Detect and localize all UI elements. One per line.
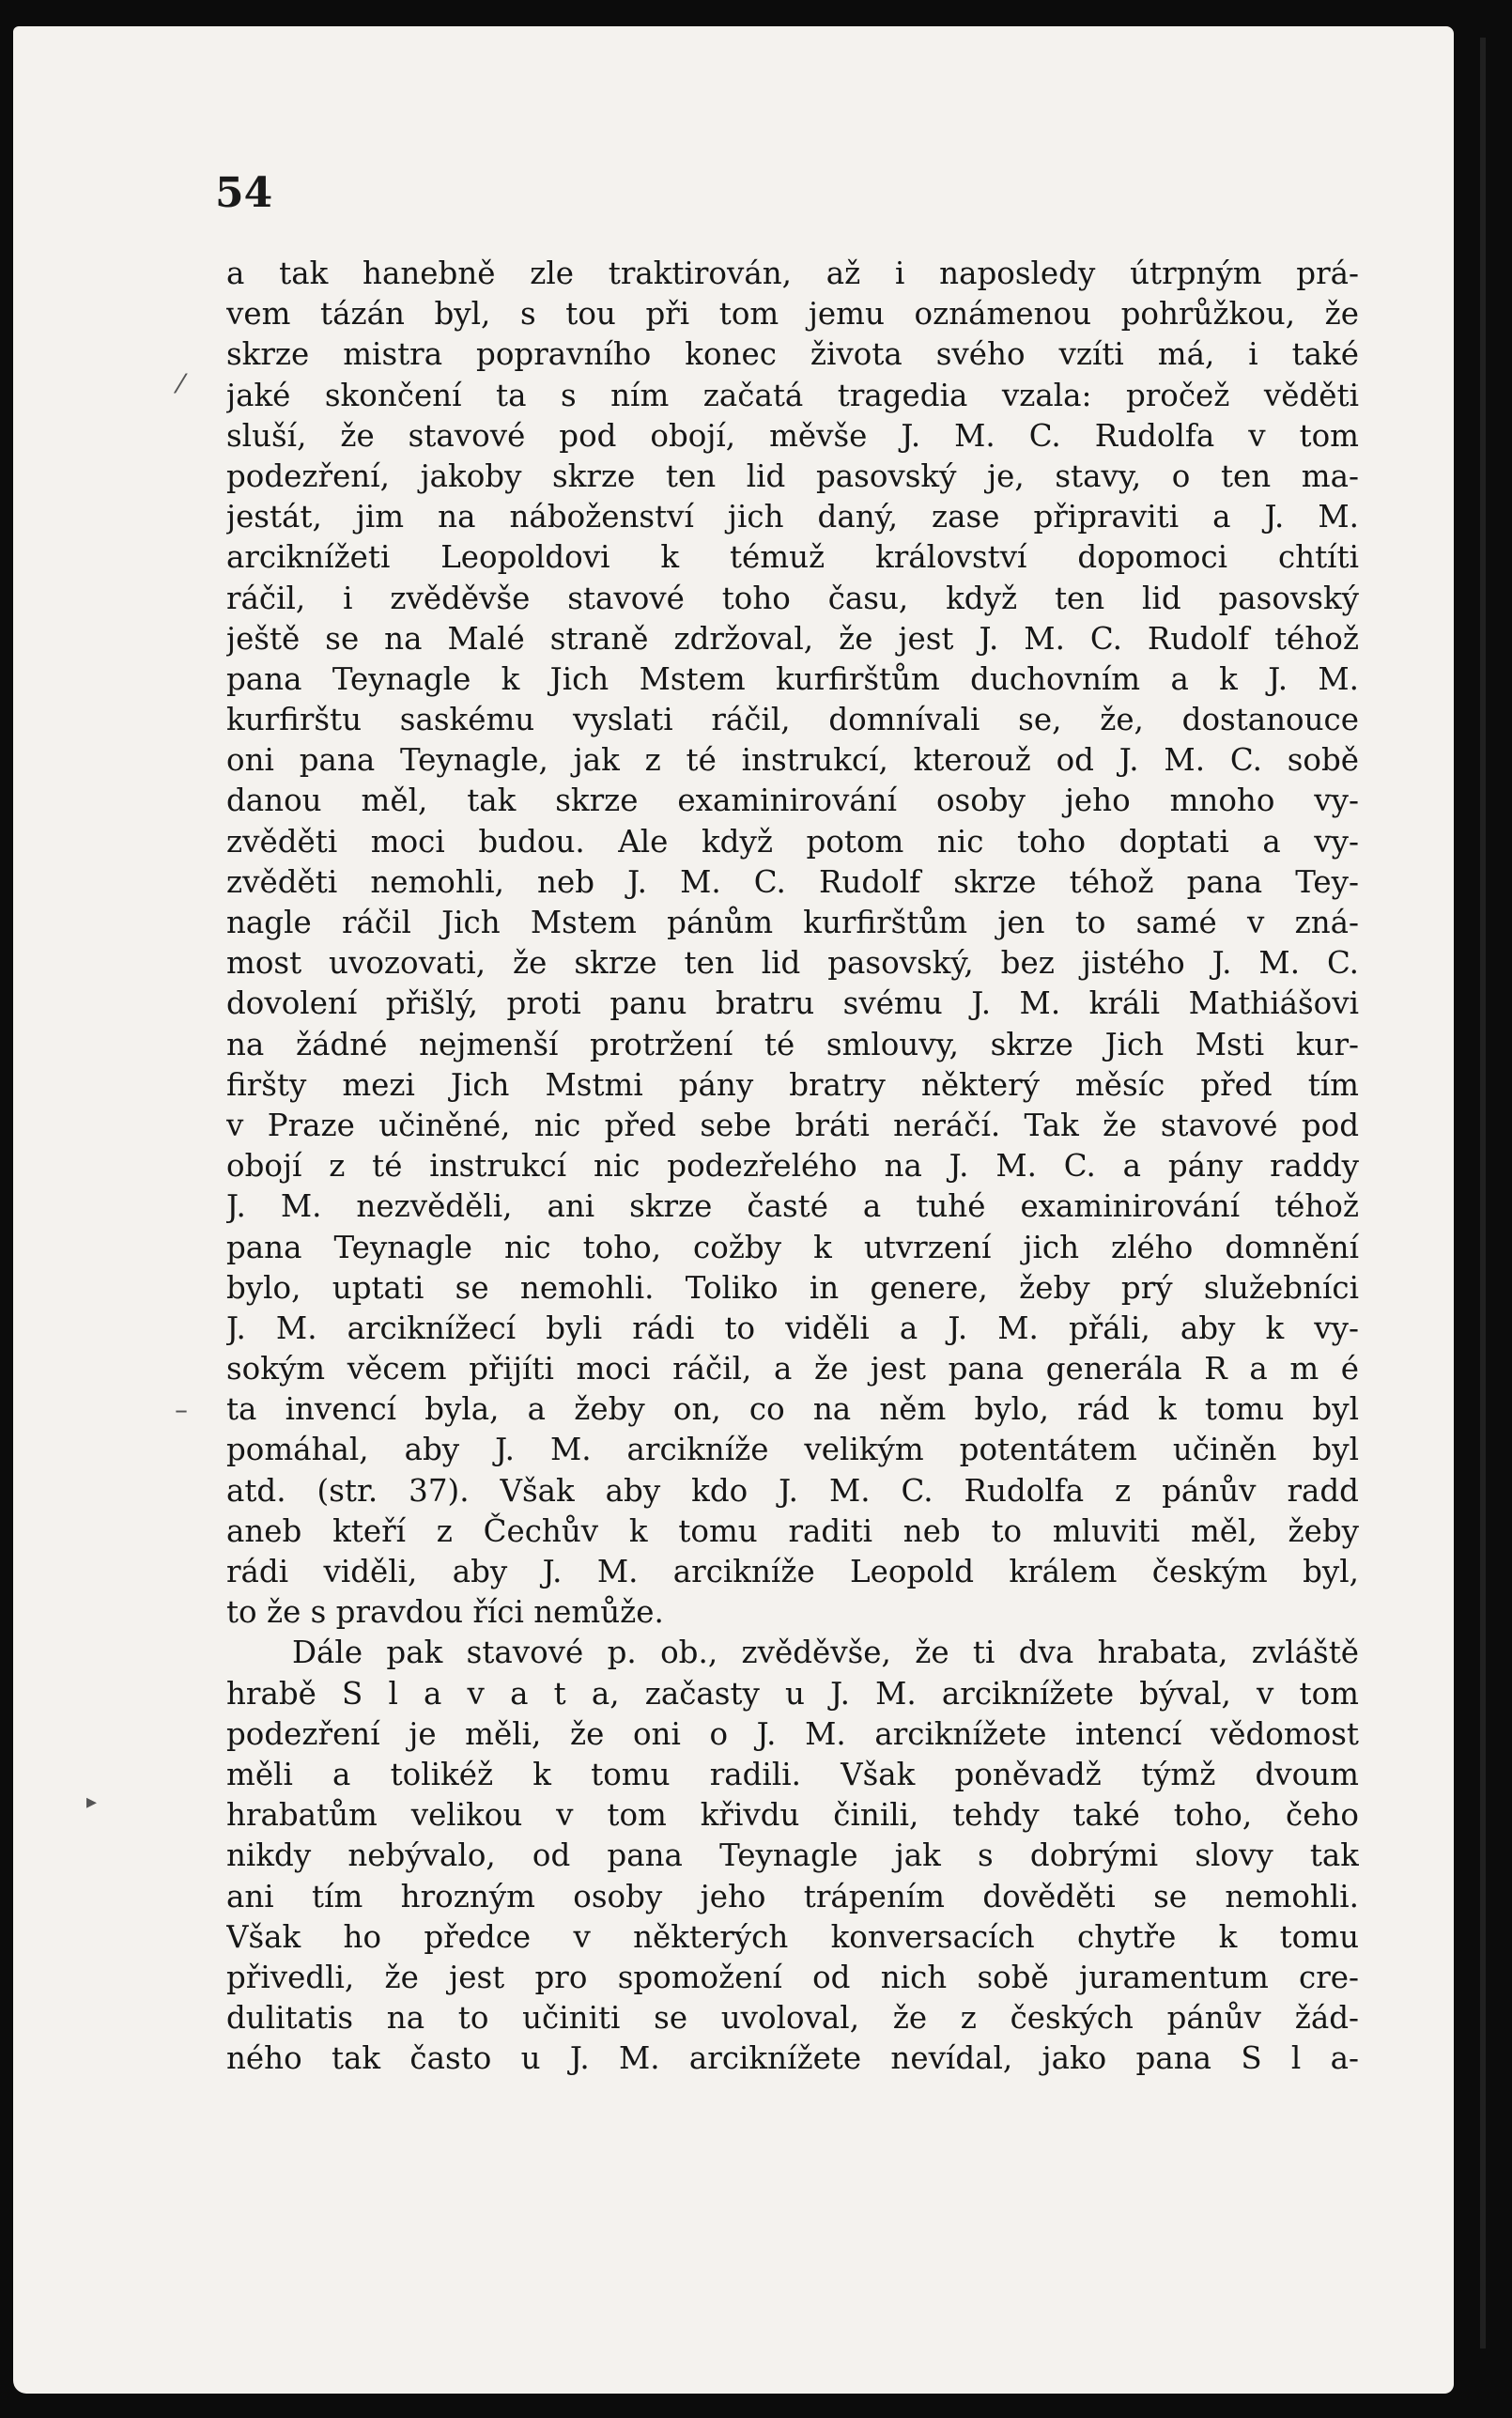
text-line: pana Teynagle k Jich Mstem kurfirštům duchovním a k J. M. (226, 660, 1359, 697)
margin-mark-dash: – (175, 1394, 188, 1425)
text-line: Však ho předce v některých konversacích chytře k tomu (226, 1918, 1359, 1955)
text-line: ta invencí byla, a žeby on, co na něm bylo, rád k tomu byl (226, 1391, 1359, 1428)
body-text (226, 254, 1359, 2079)
margin-mark-arrow: ▸ (86, 1790, 98, 1814)
text-line: podezření je měli, že oni o J. M. arciknížete intencí vědomost (226, 1715, 1359, 1752)
text-line: kurfirštu saskému vyslati ráčil, domnívali se, že, dostanouce (226, 702, 1359, 738)
page-edge-shadow (1480, 38, 1486, 2348)
text-line: hrabatům velikou v tom křivdu činili, tehdy také toho, čeho (226, 1797, 1359, 1834)
text-line: Dále pak stavové p. ob., zvěděvše, že ti dva hrabata, zvláště (292, 1635, 1359, 1671)
text-line: ného tak často u J. M. arciknížete nevídal, jako pana S l a- (226, 2040, 1359, 2077)
text-line: a tak hanebně zle traktirován, až i naposledy útrpným prá- (226, 256, 1359, 291)
text-line: J. M. arciknížecí byli rádi to viděli a J. M. přáli, aby k vy- (226, 1310, 1359, 1346)
text-line: zvěděti nemohli, neb J. M. C. Rudolf skrze téhož pana Tey- (226, 863, 1359, 900)
text-line: J. M. nezvěděli, ani skrze časté a tuhé examinirování téhož (226, 1188, 1359, 1225)
page-number: 54 (215, 169, 273, 217)
text-line: ráčil, i zvěděvše stavové toho času, když ten lid pasovský (226, 580, 1359, 616)
text-line: nagle ráčil Jich Mstem pánům kurfirštům jen to samé v zná- (226, 905, 1359, 940)
text-line: měli a tolikéž k tomu radili. Však poněvadž týmž dvoum (226, 1756, 1359, 1792)
text-line: dovolení přišlý, proti panu bratru svému J. M. králi Mathiášovi (226, 985, 1359, 1022)
text-line: jestát, jim na náboženství jich daný, zase připraviti a J. M. (226, 499, 1359, 535)
text-line: na žádné nejmenší protržení té smlouvy, skrze Jich Msti kur- (226, 1026, 1359, 1062)
text-line: podezření, jakoby skrze ten lid pasovský je, stavy, o ten ma- (226, 457, 1359, 494)
text-line: to že s pravdou říci nemůže. (226, 1594, 664, 1631)
text-line: vem tázán byl, s tou při tom jemu oznámenou pohrůžkou, že (226, 296, 1359, 333)
text-line: aneb kteří z Čechův k tomu raditi neb to mluviti měl, žeby (226, 1512, 1359, 1549)
text-line: přivedli, že jest pro spomožení od nich sobě juramentum cre- (226, 1959, 1359, 1995)
text-line: atd. (str. 37). Však aby kdo J. M. C. Rudolfa z pánův radd (226, 1472, 1359, 1509)
text-line: most uvozovati, že skrze ten lid pasovský, bez jistého J. M. C. (226, 945, 1359, 982)
text-line: v Praze učiněné, nic před sebe bráti neráčí. Tak že stavové pod (226, 1107, 1359, 1143)
text-line: nikdy nebývalo, od pana Teynagle jak s dobrými slovy tak (226, 1837, 1359, 1874)
text-line: pomáhal, aby J. M. arcikníže velikým potentátem učiněn byl (226, 1432, 1359, 1468)
text-line: jaké skončení ta s ním začatá tragedia vzala: pročež věděti (226, 377, 1359, 413)
text-line: ještě se na Malé straně zdržoval, že jest J. M. C. Rudolf téhož (226, 620, 1359, 657)
text-line: firšty mezi Jich Mstmi pány bratry některý měsíc před tím (226, 1066, 1359, 1103)
text-line: arciknížeti Leopoldovi k témuž království dopomoci chtíti (226, 539, 1359, 576)
margin-mark-slash: ⁄ (178, 368, 183, 399)
text-line: pana Teynagle nic toho, cožby k utvrzení jich zlého domnění (226, 1229, 1359, 1265)
text-line: rádi viděli, aby J. M. arcikníže Leopold králem českým byl, (226, 1554, 1359, 1589)
text-line: dulitatis na to učiniti se uvoloval, že z českých pánův žád- (226, 2000, 1359, 2037)
text-line: hrabě S l a v a t a, začasty u J. M. arciknížete býval, v tom (226, 1675, 1359, 1712)
text-line: zvěděti moci budou. Ale když potom nic toho doptati a vy- (226, 823, 1359, 860)
text-line: skrze mistra popravního konec života svého vzíti má, i také (226, 336, 1359, 373)
text-line: sokým věcem přijíti moci ráčil, a že jest pana generála R a m é (226, 1351, 1359, 1387)
text-line: bylo, uptati se nemohli. Toliko in genere, žeby prý služebníci (226, 1269, 1359, 1306)
text-line: oni pana Teynagle, jak z té instrukcí, kterouž od J. M. C. sobě (226, 742, 1359, 779)
text-line: sluší, že stavové pod obojí, měvše J. M. C. Rudolfa v tom (226, 417, 1359, 454)
text-line: ani tím hrozným osoby jeho trápením dověděti se nemohli. (226, 1878, 1359, 1914)
text-line: danou měl, tak skrze examinirování osoby jeho mnoho vy- (226, 783, 1359, 819)
text-line: obojí z té instrukcí nic podezřelého na J. M. C. a pány raddy (226, 1148, 1359, 1185)
